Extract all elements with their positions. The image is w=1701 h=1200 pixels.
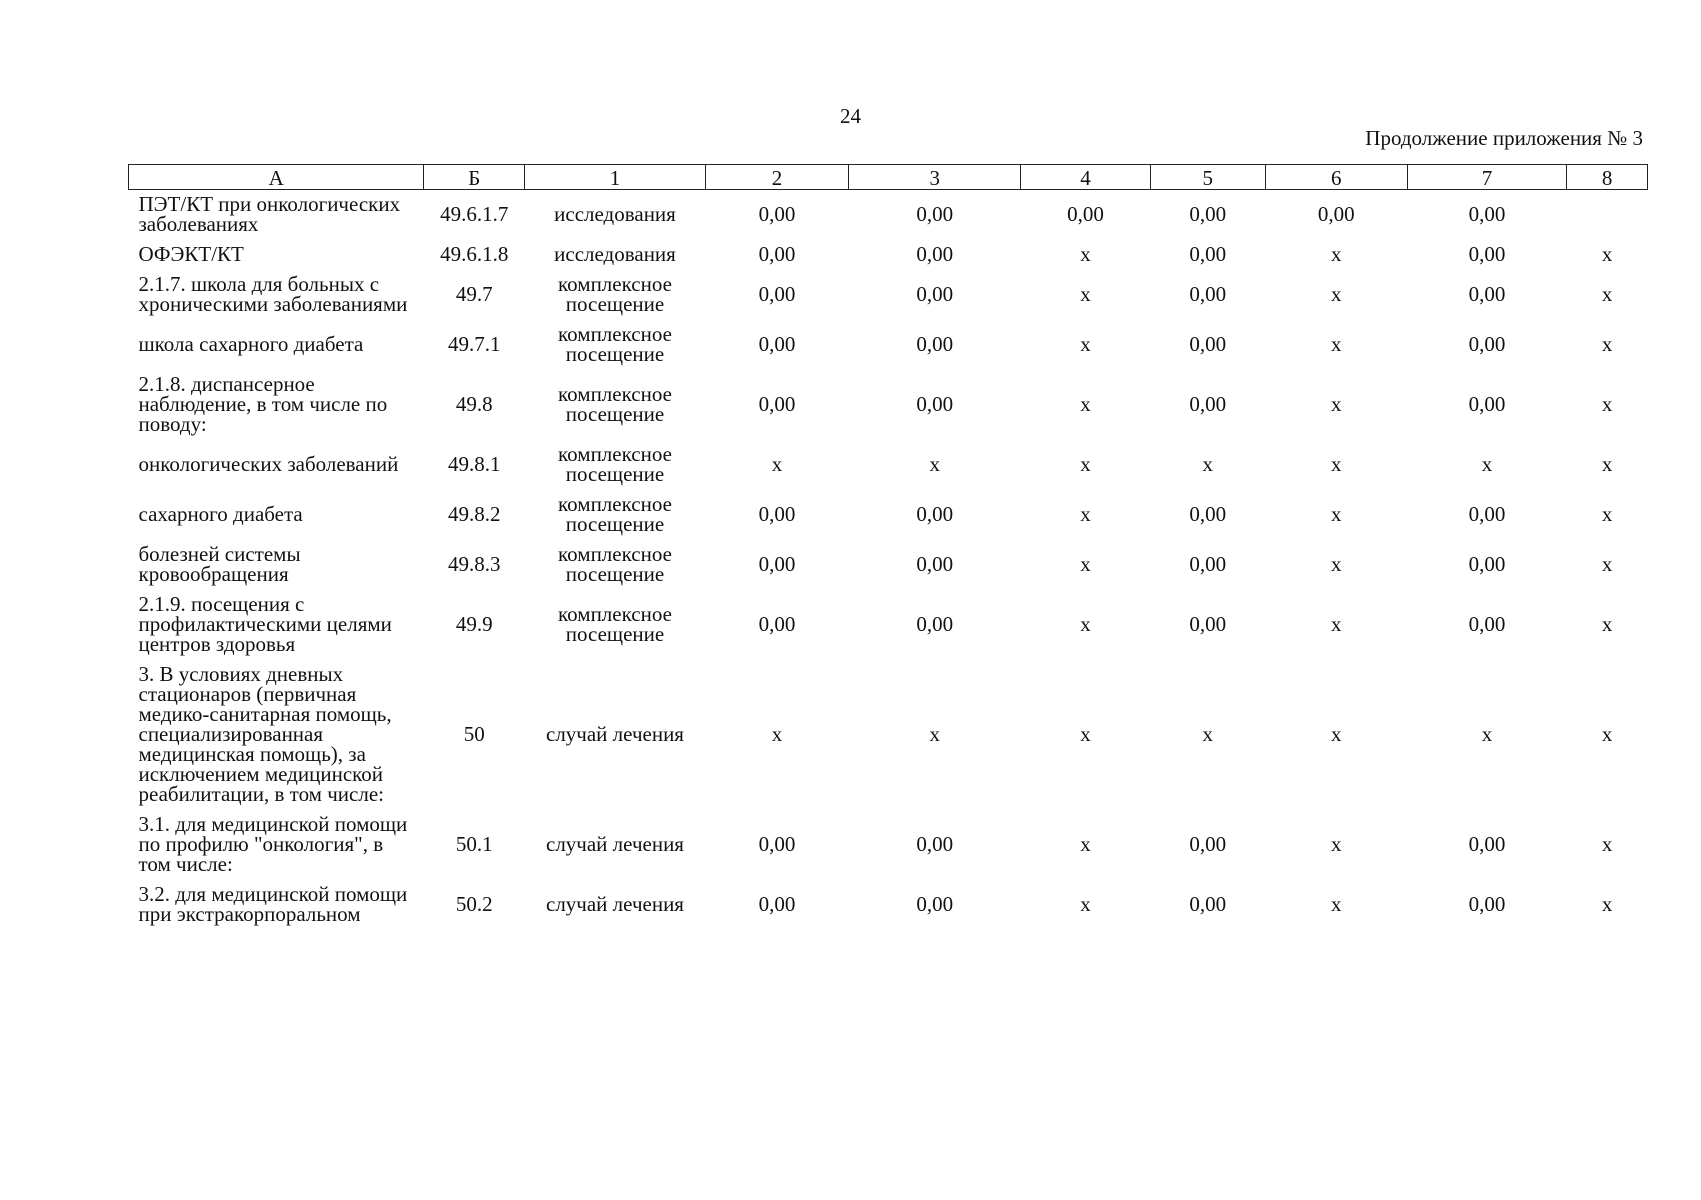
header-cell-a: А <box>129 165 424 190</box>
table-row <box>129 190 1648 241</box>
row-unit-cell: случай лечения <box>546 722 684 746</box>
row-name-cell: 3.1. для медицинской помощи по профилю "онкология", в том числе: <box>138 812 408 876</box>
row-unit-cell: комплексное посещение <box>558 492 672 536</box>
table-header-row <box>129 165 1648 190</box>
row-col2-cell: х <box>771 452 783 476</box>
row-name-cell: онкологических заболеваний <box>138 452 399 476</box>
header-cell-b: Б <box>424 165 525 190</box>
row-col2-cell: 0,00 <box>758 502 796 526</box>
table-body <box>129 190 1648 931</box>
row-col4-cell: х <box>1080 722 1091 746</box>
row-col2-cell: 0,00 <box>758 282 796 306</box>
header-cell-2: 2 <box>705 165 848 190</box>
row-col2-cell: 0,00 <box>758 242 796 266</box>
row-col8-cell: х <box>1601 552 1613 576</box>
row-col6-cell: х <box>1330 722 1342 746</box>
row-col7-cell: 0,00 <box>1468 282 1506 306</box>
row-col7-cell: х <box>1481 722 1493 746</box>
data-table <box>128 164 1648 930</box>
row-col2-cell: 0,00 <box>758 832 796 856</box>
row-unit-cell: случай лечения <box>546 832 684 856</box>
row-name-cell: ОФЭКТ/КТ <box>138 242 244 266</box>
continuation-label: Продолжение приложения № 3 <box>1365 126 1643 150</box>
row-col5-cell: 0,00 <box>1189 332 1227 356</box>
row-name-cell: школа сахарного диабета <box>138 332 364 356</box>
table-row <box>129 590 1648 660</box>
header-cell-5: 5 <box>1150 165 1265 190</box>
header-cell-8: 8 <box>1567 165 1648 190</box>
row-col4-cell: х <box>1080 392 1091 416</box>
row-col4-cell: х <box>1080 552 1091 576</box>
row-col6-cell: х <box>1330 892 1342 916</box>
row-col6-cell: х <box>1330 242 1342 266</box>
row-col8-cell: х <box>1601 242 1613 266</box>
row-col6-cell: х <box>1330 332 1342 356</box>
row-col3-cell: х <box>929 722 940 746</box>
row-col2-cell: 0,00 <box>758 332 796 356</box>
table-row <box>129 810 1648 880</box>
row-unit-cell: комплексное посещение <box>558 382 672 426</box>
table-row <box>129 240 1648 270</box>
row-name-cell: 2.1.7. школа для больных с хроническими заболеваниями <box>138 272 408 316</box>
row-col4-cell: х <box>1080 332 1091 356</box>
row-col8-cell: х <box>1601 892 1613 916</box>
row-unit-cell: комплексное посещение <box>558 442 672 486</box>
row-col7-cell: 0,00 <box>1468 552 1506 576</box>
row-col7-cell: х <box>1481 452 1493 476</box>
row-code-cell: 49.8.2 <box>448 502 501 526</box>
row-name-cell: 2.1.9. посещения с профилактическими целями центров здоровья <box>138 592 392 656</box>
row-col2-cell: 0,00 <box>758 202 796 226</box>
row-col7-cell: 0,00 <box>1468 892 1506 916</box>
row-col6-cell: х <box>1330 832 1342 856</box>
row-code-cell: 50.1 <box>455 832 493 856</box>
row-col7-cell: 0,00 <box>1468 612 1506 636</box>
row-code-cell: 49.8.3 <box>448 552 501 576</box>
row-col8-cell: х <box>1601 612 1613 636</box>
header-cell-4: 4 <box>1021 165 1151 190</box>
row-name-cell: 3. В условиях дневных стационаров (первичная медико-санитарная помощь, специализированная медицинская помощь), за исключением медицинской реабилитации, в том числе: <box>138 662 392 806</box>
row-code-cell: 49.6.1.7 <box>440 202 509 226</box>
row-unit-cell: комплексное посещение <box>558 322 672 366</box>
row-col3-cell: 0,00 <box>916 242 954 266</box>
row-col5-cell: х <box>1202 452 1213 476</box>
row-col6-cell: х <box>1330 502 1342 526</box>
row-col7-cell: 0,00 <box>1468 332 1506 356</box>
row-col3-cell: 0,00 <box>916 202 954 226</box>
header-cell-3: 3 <box>849 165 1021 190</box>
row-col5-cell: 0,00 <box>1189 392 1227 416</box>
row-code-cell: 50 <box>463 722 485 746</box>
row-col5-cell: 0,00 <box>1189 282 1227 306</box>
row-name-cell: сахарного диабета <box>138 502 303 526</box>
row-unit-cell: комплексное посещение <box>558 272 672 316</box>
row-col2-cell: 0,00 <box>758 552 796 576</box>
table-row <box>129 880 1648 930</box>
row-col7-cell: 0,00 <box>1468 832 1506 856</box>
table-row <box>129 490 1648 540</box>
row-col6-cell: 0,00 <box>1317 202 1355 226</box>
row-name-cell: ПЭТ/КТ при онкологических заболеваниях <box>138 192 401 236</box>
table-row <box>129 370 1648 440</box>
row-unit-cell: исследования <box>554 202 676 226</box>
row-col3-cell: 0,00 <box>916 552 954 576</box>
row-col4-cell: х <box>1080 892 1091 916</box>
page-number: 24 <box>840 104 861 128</box>
row-col4-cell: 0,00 <box>1067 202 1104 226</box>
row-col7-cell: 0,00 <box>1468 502 1506 526</box>
row-col8-cell: х <box>1601 392 1613 416</box>
table-row <box>129 540 1648 590</box>
row-col6-cell: х <box>1330 452 1342 476</box>
row-col7-cell: 0,00 <box>1468 242 1506 266</box>
row-col8-cell: х <box>1601 502 1613 526</box>
row-col8-cell: х <box>1601 332 1613 356</box>
table-row <box>129 660 1648 810</box>
row-col5-cell: 0,00 <box>1189 202 1227 226</box>
row-code-cell: 49.9 <box>455 612 493 636</box>
row-code-cell: 49.7 <box>455 282 493 306</box>
row-code-cell: 49.8.1 <box>448 452 501 476</box>
row-col8-cell: х <box>1601 832 1613 856</box>
row-col5-cell: х <box>1202 722 1213 746</box>
row-col3-cell: 0,00 <box>916 282 954 306</box>
table-row <box>129 270 1648 320</box>
row-col4-cell: х <box>1080 452 1091 476</box>
row-col3-cell: 0,00 <box>916 612 954 636</box>
row-col2-cell: 0,00 <box>758 392 796 416</box>
row-unit-cell: комплексное посещение <box>558 542 672 586</box>
row-col3-cell: 0,00 <box>916 502 954 526</box>
row-col5-cell: 0,00 <box>1189 552 1227 576</box>
row-col5-cell: 0,00 <box>1189 612 1227 636</box>
row-col5-cell: 0,00 <box>1189 242 1227 266</box>
row-col3-cell: 0,00 <box>916 832 954 856</box>
row-unit-cell: исследования <box>554 242 676 266</box>
header-cell-6: 6 <box>1265 165 1407 190</box>
row-name-cell: 2.1.8. диспансерное наблюдение, в том числе по поводу: <box>138 372 388 436</box>
row-col2-cell: 0,00 <box>758 612 796 636</box>
row-col6-cell: х <box>1330 552 1342 576</box>
row-code-cell: 49.7.1 <box>448 332 501 356</box>
row-col3-cell: 0,00 <box>916 332 954 356</box>
row-unit-cell: комплексное посещение <box>558 602 672 646</box>
row-col3-cell: 0,00 <box>916 392 954 416</box>
row-code-cell: 49.8 <box>455 392 493 416</box>
row-col7-cell: 0,00 <box>1468 392 1506 416</box>
row-name-cell: 3.2. для медицинской помощи при экстракорпоральном <box>138 882 408 926</box>
row-col8-cell: х <box>1601 452 1613 476</box>
row-code-cell: 49.6.1.8 <box>440 242 509 266</box>
header-cell-1: 1 <box>525 165 706 190</box>
row-col8-cell <box>1567 190 1648 241</box>
row-col4-cell: х <box>1080 502 1091 526</box>
row-unit-cell: случай лечения <box>546 892 684 916</box>
row-col8-cell: х <box>1601 722 1613 746</box>
row-col6-cell: х <box>1330 612 1342 636</box>
row-col4-cell: х <box>1080 282 1091 306</box>
row-col6-cell: х <box>1330 282 1342 306</box>
table-row <box>129 320 1648 370</box>
row-col5-cell: 0,00 <box>1189 892 1227 916</box>
row-col4-cell: х <box>1080 612 1091 636</box>
row-code-cell: 50.2 <box>455 892 493 916</box>
row-col2-cell: х <box>771 722 783 746</box>
row-col5-cell: 0,00 <box>1189 502 1227 526</box>
row-col7-cell: 0,00 <box>1468 202 1506 226</box>
header-cell-7: 7 <box>1407 165 1566 190</box>
row-col3-cell: х <box>929 452 940 476</box>
row-col5-cell: 0,00 <box>1189 832 1227 856</box>
row-col4-cell: х <box>1080 832 1091 856</box>
table-row <box>129 440 1648 490</box>
row-col8-cell: х <box>1601 282 1613 306</box>
row-col6-cell: х <box>1330 392 1342 416</box>
row-col3-cell: 0,00 <box>916 892 954 916</box>
row-col2-cell: 0,00 <box>758 892 796 916</box>
row-name-cell: болезней системы кровообращения <box>138 542 301 586</box>
row-col4-cell: х <box>1080 242 1091 266</box>
